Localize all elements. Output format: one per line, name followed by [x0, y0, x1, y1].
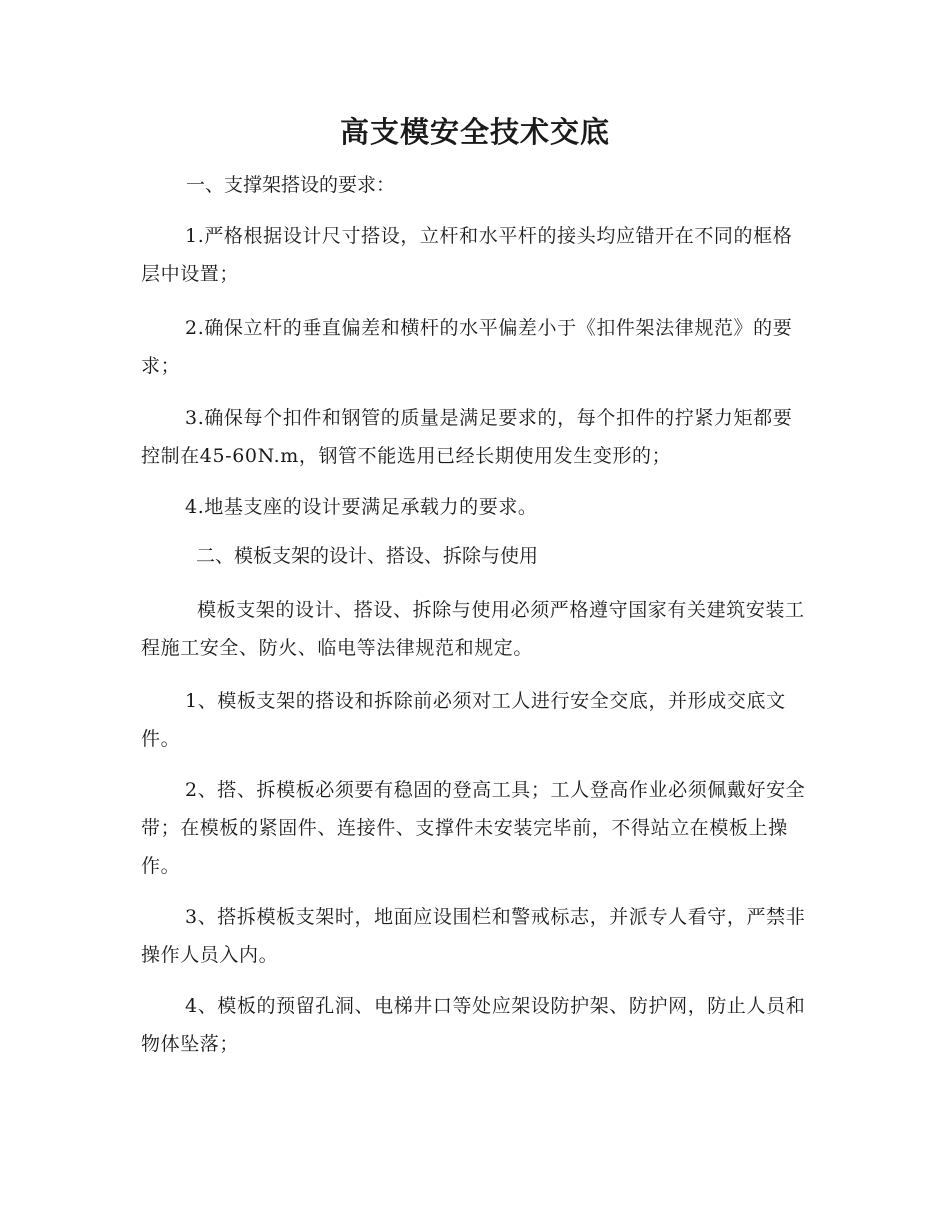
section-1-heading: 一、支撑架搭设的要求： — [186, 174, 396, 196]
section-2-item-3 — [141, 898, 809, 974]
section-2-heading: 二、模板支架的设计、搭设、拆除与使用 — [196, 545, 539, 567]
section-1-item-4-text: 4.地基支座的设计要满足承载力的要求。 — [185, 496, 538, 518]
section-1-item-4 — [141, 488, 809, 526]
section-1-item-1-text: 1.严格根据设计尺寸搭设，立杆和水平杆的接头均应错开在不同的框格层中设置； — [141, 225, 793, 285]
section-1-item-2-text: 2.确保立杆的垂直偏差和横杆的水平偏差小于《扣件架法律规范》的要求； — [141, 317, 793, 377]
section-1-item-3-text: 3.确保每个扣件和钢管的质量是满足要求的，每个扣件的拧紧力矩都要控制在45-60N.m，钢管不能选用已经长期使用发生变形的； — [141, 407, 793, 467]
document-title: 高支模安全技术交底 — [339, 115, 610, 149]
section-2-item-2-text: 2、搭、拆模板必须要有稳固的登高工具；工人登高作业必须佩戴好安全带；在模板的紧固件、连接件、支撑件未安装完毕前，不得站立在模板上操作。 — [141, 779, 806, 877]
section-2-item-2 — [141, 771, 809, 885]
section-2-item-4 — [141, 987, 809, 1063]
section-1-item-1 — [141, 217, 809, 293]
section-2-item-1-text: 1、模板支架的搭设和拆除前必须对工人进行安全交底，并形成交底文件。 — [141, 690, 786, 750]
section-2-item-4-text: 4、模板的预留孔洞、电梯井口等处应架设防护架、防护网，防止人员和物体坠落； — [141, 995, 806, 1055]
section-2-intro-text: 模板支架的设计、搭设、拆除与使用必须严格遵守国家有关建筑安装工程施工安全、防火、临电等法律规范和规定。 — [141, 599, 805, 659]
section-1-item-2 — [141, 309, 809, 385]
section-2-intro — [141, 591, 809, 667]
section-2-item-1 — [141, 682, 809, 758]
section-2-item-3-text: 3、搭拆模板支架时，地面应设围栏和警戒标志，并派专人看守，严禁非操作人员入内。 — [141, 906, 806, 966]
section-1-item-3 — [141, 399, 809, 475]
